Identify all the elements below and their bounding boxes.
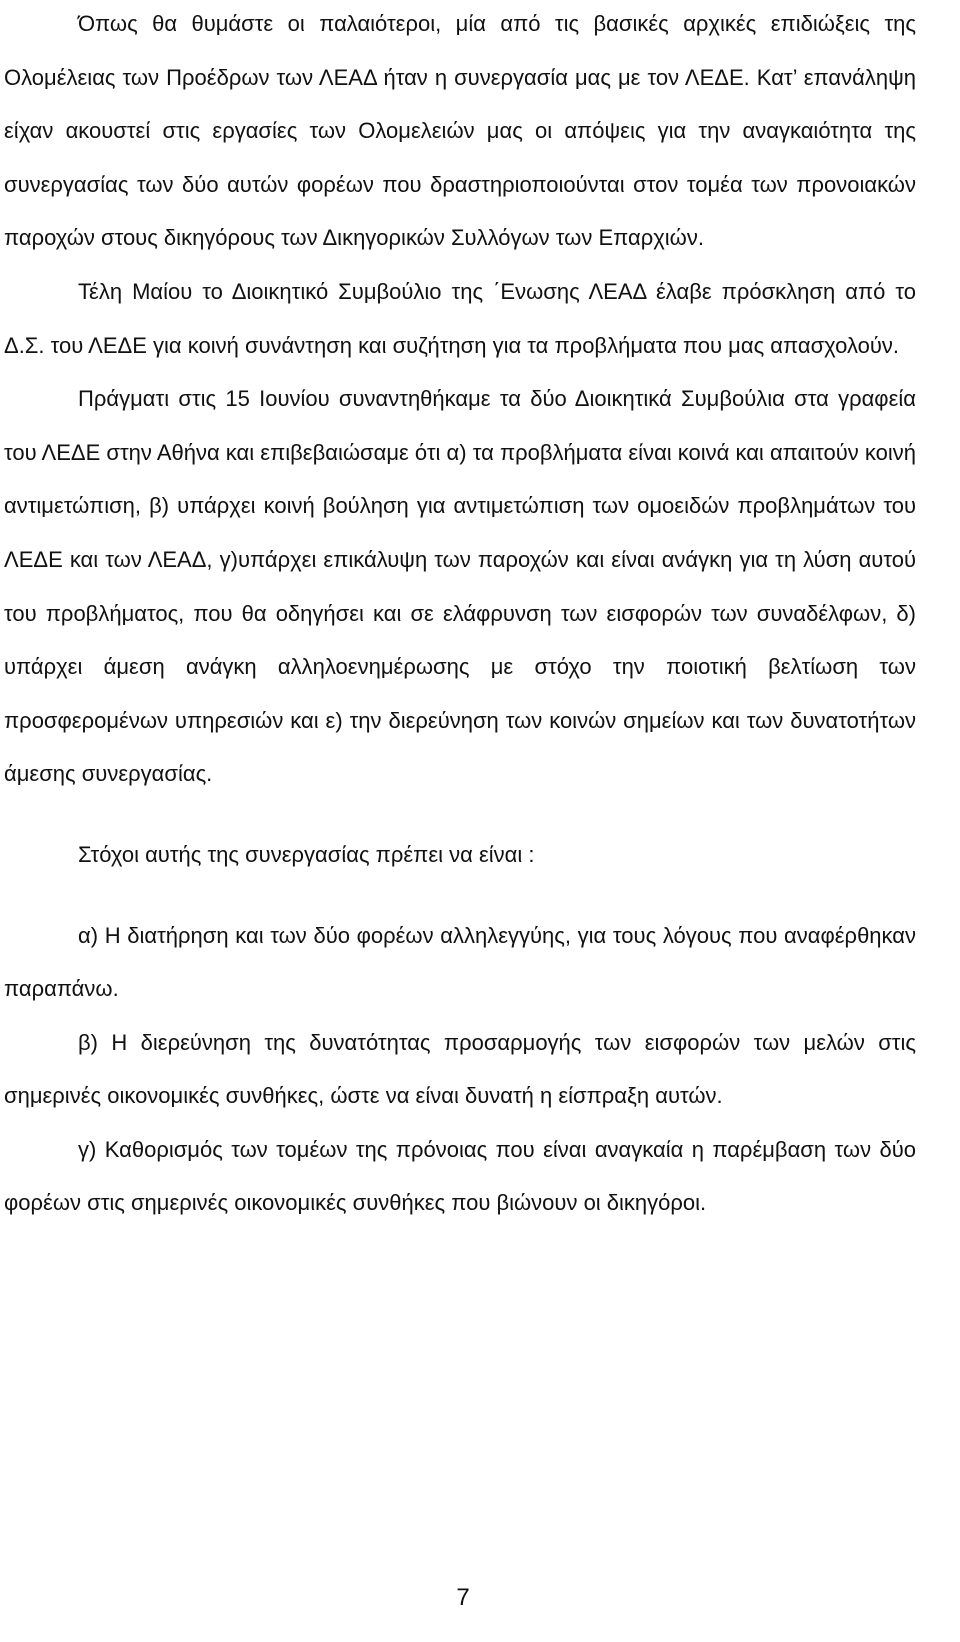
list-item-goal-b: β) Η διερεύνηση της δυνατότητας προσαρμογής των εισφορών των μελών στις σημερινές οικονομικές συνθήκες, ώστε να είναι δυνατή η είσπραξη αυτών. [4,1029,916,1109]
paragraph-goals-heading: Στόχοι αυτής της συνεργασίας πρέπει να είναι : [78,841,535,867]
paragraph-invitation: Τέλη Μαίου το Διοικητικό Συμβούλιο της ΄Ενωσης ΛΕΑΔ έλαβε πρόσκληση από το Δ.Σ. του ΛΕΔΕ για κοινή συνάντηση και συζήτηση για τα προβλήματα που μας απασχολούν. [4,278,916,358]
paragraph-gap [4,882,916,909]
page-footer [0,1584,960,1612]
paragraph-gap [4,801,916,828]
list-item-goal-c: γ) Καθορισμός των τομέων της πρόνοιας που είναι αναγκαία η παρέμβαση των δύο φορέων στις σημερινές οικονομικές συνθήκες που βιώνουν οι δικηγόροι. [4,1136,916,1216]
paragraph-cooperation-intro: Όπως θα θυμάστε οι παλαιότεροι, μία από τις βασικές αρχικές επιδιώξεις της Ολομέλειας των Προέδρων των ΛΕΑΔ ήταν η συνεργασία μας με τον ΛΕΔΕ. Κατ’ επανάληψη είχαν ακουστεί στις εργασίες των Ολομελειών μας οι απόψεις για την αναγκαιότητα της συνεργασίας των δύο αυτών φορέων που δραστηριοποιούνται στον τομέα των προνοιακών παροχών στους δικηγόρους των Δικηγορικών Συλλόγων των Επαρχιών. [4,11,916,251]
document-body [4,0,916,1230]
page-number: 7 [456,1584,470,1611]
paragraph-meeting: Πράγματι στις 15 Ιουνίου συναντηθήκαμε τα δύο Διοικητικά Συμβούλια στα γραφεία του ΛΕΔΕ στην Αθήνα και επιβεβαιώσαμε ότι α) τα προβλήματα είναι κοινά και απαιτούν κοινή αντιμετώπιση, β) υπάρχει κοινή βούληση για αντιμετώπιση των ομοειδών προβλημάτων του ΛΕΔΕ και των ΛΕΑΔ, γ)υπάρχει επικάλυψη των παροχών και είναι ανάγκη για τη λύση αυτού του προβλήματος, που θα οδηγήσει και σε ελάφρυνση των εισφορών των συναδέλφων, δ) υπάρχει άμεση ανάγκη αλληλοενημέρωσης με στόχο την ποιοτική βελτίωση των προσφερομένων υπηρεσιών και ε) την διερεύνηση των κοινών σημείων και των δυνατοτήτων άμεσης συνεργασίας. [4,386,916,787]
list-item-goal-a: α) Η διατήρηση και των δύο φορέων αλληλεγγύης, για τους λόγους που αναφέρθηκαν παραπάνω. [4,922,916,1002]
